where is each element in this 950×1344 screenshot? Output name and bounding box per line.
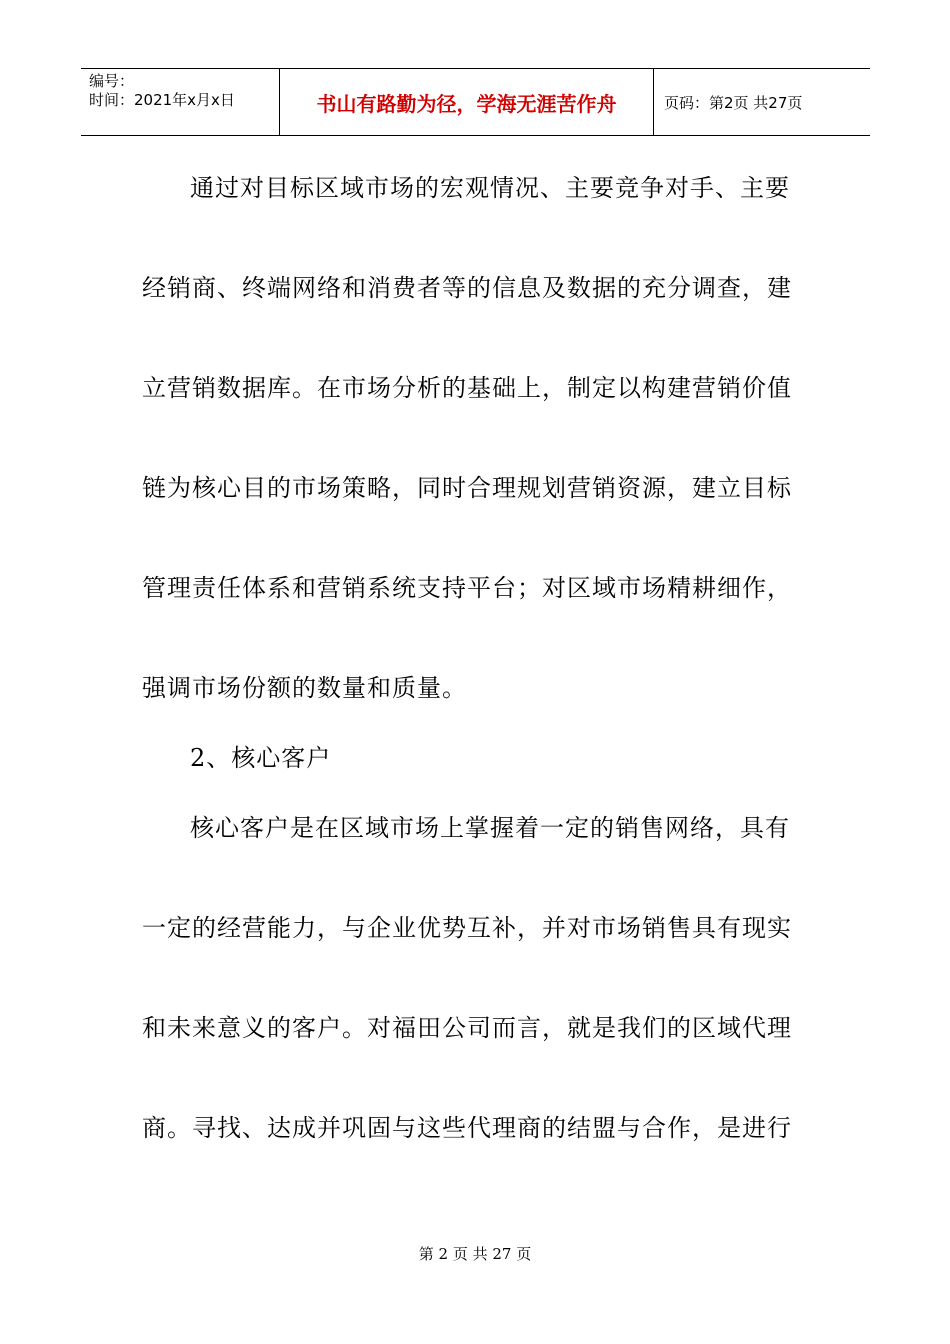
time-label: 时间：2021年x月x日	[89, 91, 235, 109]
body-line: 和未来意义的客户。对福田公司而言，就是我们的区域代理	[142, 1014, 792, 1042]
body-line: 经销商、终端网络和消费者等的信息及数据的充分调查，建	[142, 274, 792, 302]
body-line: 商。寻找、达成并巩固与这些代理商的结盟与合作，是进行	[142, 1114, 792, 1142]
body-line: 通过对目标区域市场的宏观情况、主要竞争对手、主要	[190, 174, 790, 202]
body-line: 立营销数据库。在市场分析的基础上，制定以构建营销价值	[142, 374, 792, 402]
page-footer: 第 2 页 共 27 页	[418, 1245, 532, 1263]
body-line: 链为核心目的市场策略，同时合理规划营销资源，建立目标	[142, 474, 792, 502]
header-left-cell	[81, 69, 280, 135]
header-motto: 书山有路勤为径，学海无涯苦作舟	[280, 69, 654, 135]
body-line: 强调市场份额的数量和质量。	[142, 674, 467, 702]
section-heading: 2、核心客户	[190, 744, 332, 772]
number-label: 编号：	[89, 72, 135, 90]
body-line: 一定的经营能力，与企业优势互补，并对市场销售具有现实	[142, 914, 792, 942]
document-body	[142, 156, 810, 1196]
page-header	[81, 68, 870, 136]
body-line: 核心客户是在区域市场上掌握着一定的销售网络，具有	[190, 814, 790, 842]
body-line: 管理责任体系和营销系统支持平台；对区域市场精耕细作，	[142, 574, 792, 602]
header-page-info: 页码：第2页 共27页	[664, 93, 803, 112]
